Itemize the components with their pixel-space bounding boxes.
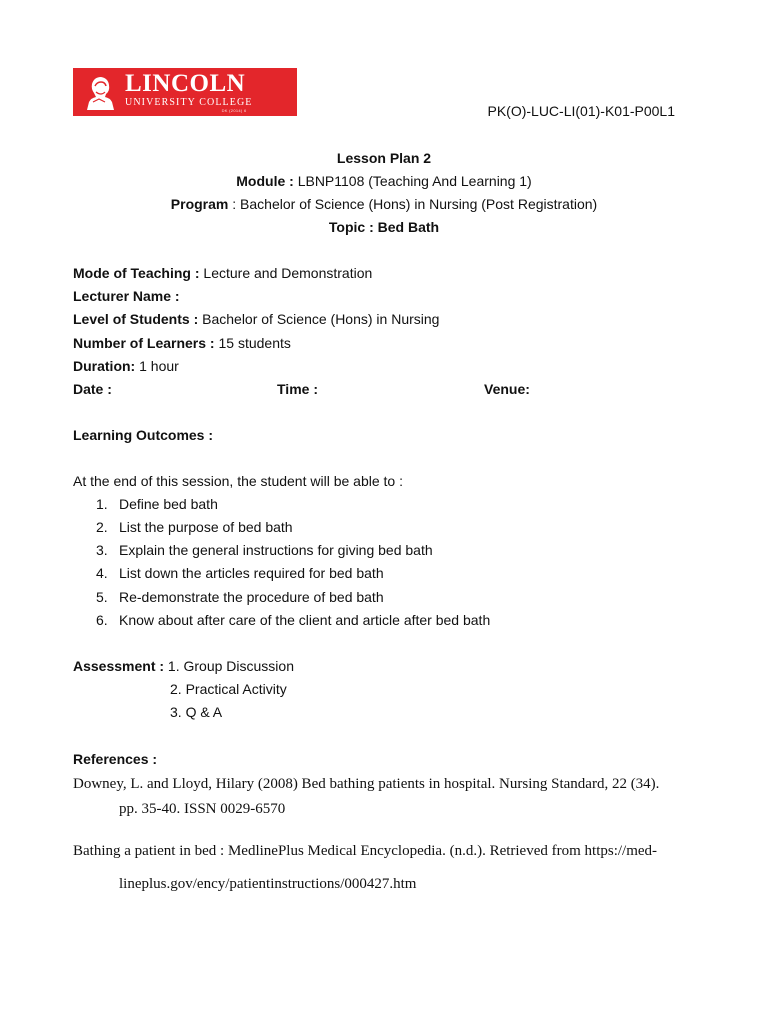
list-item-text: Know about after care of the client and article after bed bath: [119, 612, 491, 628]
logo-text: [125, 71, 252, 113]
date-label: Date :: [73, 381, 112, 397]
list-item-number: 4.: [96, 565, 108, 581]
duration-value: 1 hour: [135, 358, 179, 374]
learning-outcomes-heading: Learning Outcomes :: [73, 427, 214, 443]
reference-2-line-1: Bathing a patient in bed : MedlinePlus Medical Encyclopedia. (n.d.). Retrieved from https://med-: [73, 843, 658, 859]
list-item: [96, 589, 384, 605]
list-item-number: 3.: [96, 542, 108, 558]
lesson-plan-title: Lesson Plan 2: [336, 150, 432, 166]
module-value: LBNP1108 (Teaching And Learning 1): [293, 173, 532, 189]
assessment-line: [73, 658, 294, 674]
mode-label: Mode of Teaching :: [73, 265, 200, 281]
list-item-number: 1.: [96, 496, 108, 512]
list-item-text: List the purpose of bed bath: [119, 519, 293, 535]
mode-of-teaching: [73, 265, 372, 281]
lincoln-bust-icon: [79, 72, 119, 112]
lincoln-logo: [73, 68, 297, 116]
logo-name: LINCOLN: [125, 70, 246, 97]
learners-value: 15 students: [214, 335, 291, 351]
level-value: Bachelor of Science (Hons) in Nursing: [198, 311, 440, 327]
learners-label: Number of Learners :: [73, 335, 215, 351]
assessment-item: 3. Q & A: [170, 704, 223, 720]
list-item-number: 6.: [96, 612, 108, 628]
assessment-label: Assessment :: [73, 658, 165, 674]
list-item-text: Define bed bath: [119, 496, 218, 512]
module-line: [0, 173, 768, 189]
lecturer-name-label: Lecturer Name :: [73, 288, 180, 304]
list-item: [96, 565, 384, 581]
list-item-number: 5.: [96, 589, 108, 605]
assessment-item: 1. Group Discussion: [164, 658, 294, 674]
duration-label: Duration:: [73, 358, 136, 374]
list-item-text: Explain the general instructions for giving bed bath: [119, 542, 433, 558]
level-of-students: [73, 311, 439, 327]
references-heading: References :: [73, 751, 158, 767]
number-of-learners: [73, 335, 291, 351]
duration: [73, 358, 179, 374]
assessment-item: 2. Practical Activity: [170, 681, 287, 697]
list-item: [96, 496, 218, 512]
reference-1-line-2: pp. 35-40. ISSN 0029-6570: [119, 801, 286, 817]
list-item-number: 2.: [96, 519, 108, 535]
list-item: [96, 519, 293, 535]
program-line: [0, 196, 768, 212]
program-value: : Bachelor of Science (Hons) in Nursing (Post Registration): [228, 196, 598, 212]
list-item-text: List down the articles required for bed bath: [119, 565, 384, 581]
document-code: PK(O)-LUC-LI(01)-K01-P00L1: [487, 103, 675, 119]
program-label: Program: [170, 196, 229, 212]
time-label: Time :: [277, 381, 318, 397]
module-label: Module :: [236, 173, 294, 189]
mode-value: Lecture and Demonstration: [199, 265, 373, 281]
reference-1-line-1: Downey, L. and Lloyd, Hilary (2008) Bed bathing patients in hospital. Nursing Standard, 22 (34).: [73, 776, 660, 792]
topic-line: Topic : Bed Bath: [328, 219, 440, 235]
list-item-text: Re-demonstrate the procedure of bed bath: [119, 589, 384, 605]
outcomes-intro: At the end of this session, the student will be able to :: [73, 473, 403, 489]
list-item: [96, 542, 433, 558]
logo-subtitle: UNIVERSITY COLLEGE: [125, 97, 253, 108]
level-label: Level of Students :: [73, 311, 199, 327]
venue-label: Venue:: [484, 381, 530, 397]
logo-tiny-text: DK (2014) 6: [221, 108, 247, 113]
list-item: [96, 612, 490, 628]
reference-2-line-2: lineplus.gov/ency/patientinstructions/000427.htm: [119, 876, 417, 892]
